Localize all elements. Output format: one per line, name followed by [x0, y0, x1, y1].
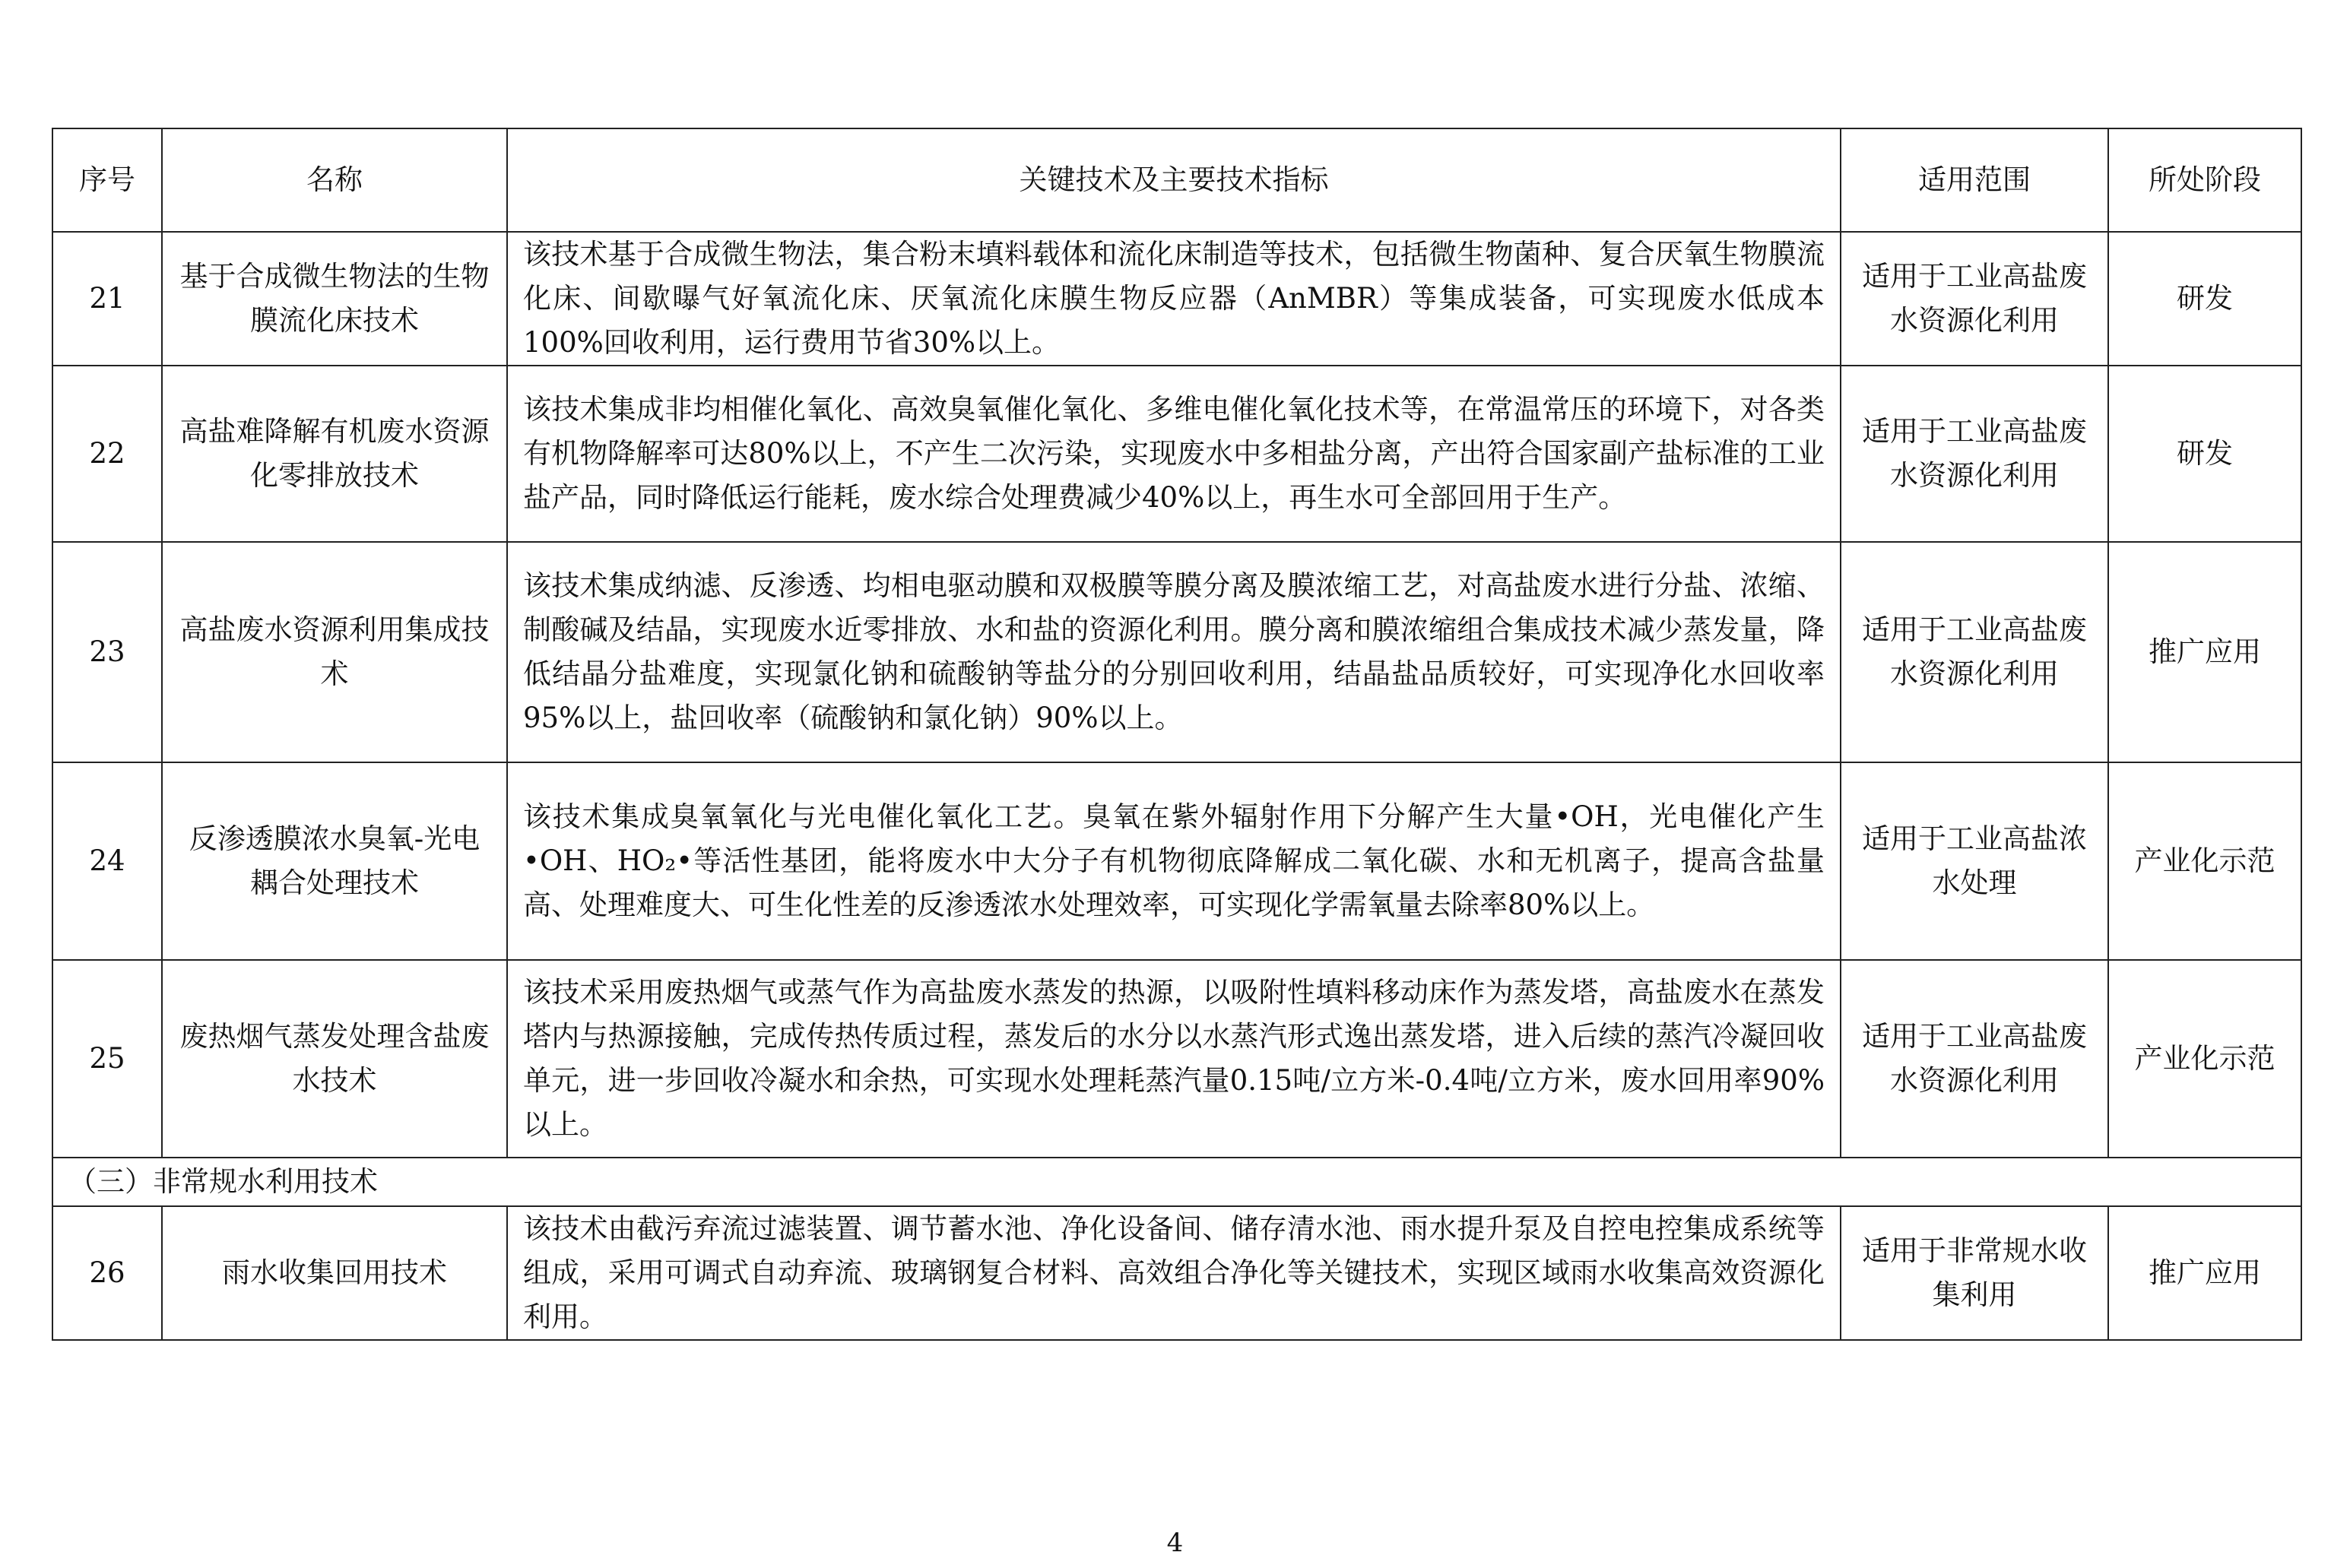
row-name: 基于合成微生物法的生物膜流化床技术 — [162, 232, 507, 366]
row-scope: 适用于工业高盐废水资源化利用 — [1841, 960, 2108, 1158]
row-description: 该技术基于合成微生物法，集合粉末填料载体和流化床制造等技术，包括微生物菌种、复合厌氧生物膜流化床、间歇曝气好氧流化床、厌氧流化床膜生物反应器（AnMBR）等集成装备，可实现废水低成本100%回收利用，运行费用节省30%以上。 — [507, 232, 1841, 366]
row-scope: 适用于工业高盐浓水处理 — [1841, 762, 2108, 960]
header-number: 序号 — [52, 128, 162, 232]
row-stage: 研发 — [2108, 366, 2301, 542]
row-description: 该技术由截污弃流过滤装置、调节蓄水池、净化设备间、储存清水池、雨水提升泵及自控电控集成系统等组成，采用可调式自动弃流、玻璃钢复合材料、高效组合净化等关键技术，实现区域雨水收集高效资源化利用。 — [507, 1206, 1841, 1340]
header-name: 名称 — [162, 128, 507, 232]
row-description: 该技术集成纳滤、反渗透、均相电驱动膜和双极膜等膜分离及膜浓缩工艺，对高盐废水进行分盐、浓缩、制酸碱及结晶，实现废水近零排放、水和盐的资源化利用。膜分离和膜浓缩组合集成技术减少蒸发量，降低结晶分盐难度，实现氯化钠和硫酸钠等盐分的分别回收利用，结晶盐品质较好，可实现净化水回收率95%以上，盐回收率（硫酸钠和氯化钠）90%以上。 — [507, 542, 1841, 762]
row-scope: 适用于工业高盐废水资源化利用 — [1841, 542, 2108, 762]
row-scope: 适用于非常规水收集利用 — [1841, 1206, 2108, 1340]
row-name: 反渗透膜浓水臭氧-光电耦合处理技术 — [162, 762, 507, 960]
table-row — [52, 232, 2301, 366]
table-row — [52, 762, 2301, 960]
page-number: 4 — [1166, 1528, 1184, 1558]
header-description: 关键技术及主要技术指标 — [507, 128, 1841, 232]
row-number: 23 — [52, 542, 162, 762]
row-description: 该技术集成非均相催化氧化、高效臭氧催化氧化、多维电催化氧化技术等，在常温常压的环境下，对各类有机物降解率可达80%以上，不产生二次污染，实现废水中多相盐分离，产出符合国家副产盐标准的工业盐产品，同时降低运行能耗，废水综合处理费减少40%以上，再生水可全部回用于生产。 — [507, 366, 1841, 542]
row-stage: 研发 — [2108, 232, 2301, 366]
row-number: 22 — [52, 366, 162, 542]
row-stage: 产业化示范 — [2108, 960, 2301, 1158]
row-number: 26 — [52, 1206, 162, 1340]
row-name: 废热烟气蒸发处理含盐废水技术 — [162, 960, 507, 1158]
header-stage: 所处阶段 — [2108, 128, 2301, 232]
row-name: 雨水收集回用技术 — [162, 1206, 507, 1340]
row-stage: 推广应用 — [2108, 1206, 2301, 1340]
row-name: 高盐难降解有机废水资源化零排放技术 — [162, 366, 507, 542]
technology-table — [52, 128, 2302, 1341]
table-row — [52, 1206, 2301, 1340]
section-heading-row — [52, 1158, 2301, 1206]
table-row — [52, 366, 2301, 542]
row-description: 该技术采用废热烟气或蒸气作为高盐废水蒸发的热源，以吸附性填料移动床作为蒸发塔，高盐废水在蒸发塔内与热源接触，完成传热传质过程，蒸发后的水分以水蒸汽形式逸出蒸发塔，进入后续的蒸汽冷凝回收单元，进一步回收冷凝水和余热，可实现水处理耗蒸汽量0.15吨/立方米-0.4吨/立方米，废水回用率90%以上。 — [507, 960, 1841, 1158]
row-number: 24 — [52, 762, 162, 960]
row-scope: 适用于工业高盐废水资源化利用 — [1841, 232, 2108, 366]
header-row — [52, 128, 2301, 232]
table-row — [52, 542, 2301, 762]
row-description: 该技术集成臭氧氧化与光电催化氧化工艺。臭氧在紫外辐射作用下分解产生大量•OH，光电催化产生•OH、HO₂•等活性基团，能将废水中大分子有机物彻底降解成二氧化碳、水和无机离子，提高含盐量高、处理难度大、可生化性差的反渗透浓水处理效率，可实现化学需氧量去除率80%以上。 — [507, 762, 1841, 960]
row-name: 高盐废水资源利用集成技术 — [162, 542, 507, 762]
row-number: 21 — [52, 232, 162, 366]
row-scope: 适用于工业高盐废水资源化利用 — [1841, 366, 2108, 542]
row-stage: 产业化示范 — [2108, 762, 2301, 960]
row-number: 25 — [52, 960, 162, 1158]
row-stage: 推广应用 — [2108, 542, 2301, 762]
section-heading: （三）非常规水利用技术 — [52, 1158, 2301, 1206]
table-row — [52, 960, 2301, 1158]
header-scope: 适用范围 — [1841, 128, 2108, 232]
